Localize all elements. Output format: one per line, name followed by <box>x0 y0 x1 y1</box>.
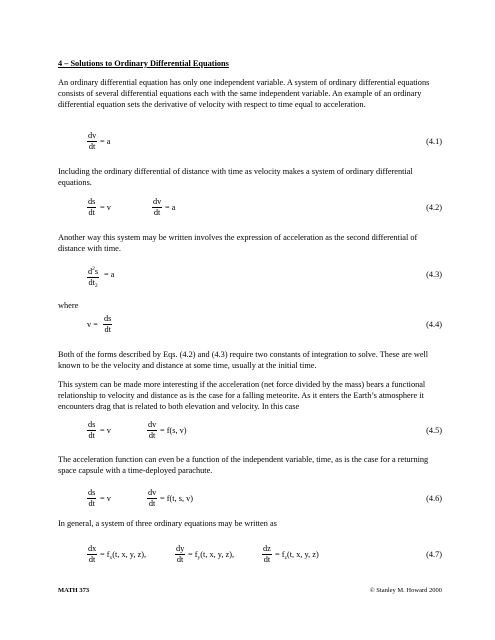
fraction <box>87 488 96 509</box>
numerator: dv <box>88 131 97 140</box>
paragraph-2: Including the ordinary differential of distance with time as velocity makes a system of ordinary differential equations. <box>58 167 413 187</box>
equation-number: (4.5) <box>426 426 442 435</box>
lhs: v = <box>87 320 98 329</box>
denominator: dt <box>153 208 161 217</box>
fraction <box>87 264 99 291</box>
paragraph-3: Another way this system may be written involves the expression of acceleration as the second differential of distance with time. <box>58 233 418 253</box>
fraction <box>262 544 272 565</box>
rhs: = f(t, s, v) <box>160 494 194 503</box>
paragraph-4: Both of the forms described by Eqs. (4.2) and (4.3) require two constants of integration to solve. These are well known to be the velocity and distance at some time, usually at the initial time. <box>58 350 429 370</box>
numerator: dy <box>176 544 185 553</box>
fraction <box>147 488 157 509</box>
rhs: = $f_z(t$, x, y, z) <box>275 550 319 561</box>
numerator-var: s <box>94 267 99 276</box>
numerator: ds <box>104 314 112 323</box>
denominator: dt <box>148 431 156 440</box>
rhs: = $f_y(t$, x, y, z), <box>188 550 235 561</box>
equation-number: (4.3) <box>426 270 442 279</box>
rhs: = v <box>100 203 111 212</box>
numerator: d <box>88 267 93 276</box>
section-heading: 4 – Solutions to Ordinary Differential Equations <box>58 59 229 68</box>
denominator: dt <box>263 555 271 564</box>
equation-number: (4.4) <box>426 320 442 329</box>
fraction <box>87 131 97 152</box>
fraction <box>87 197 96 218</box>
numerator: ds <box>88 488 96 497</box>
denominator: dt <box>88 208 95 217</box>
denominator: dt <box>88 278 95 287</box>
where-label: where <box>58 301 79 310</box>
fraction <box>103 314 112 335</box>
footer-course: MATH 373 <box>58 587 90 594</box>
denominator: dt <box>176 555 184 564</box>
numerator: dz <box>263 544 271 553</box>
rhs: = $f_x(t$, x, y, z), <box>100 550 147 561</box>
rhs: = a <box>104 270 115 279</box>
fraction <box>87 544 97 565</box>
rhs: = f(s, v) <box>160 426 187 435</box>
rhs: = v <box>100 426 111 435</box>
fraction <box>175 544 185 565</box>
equation-number: (4.6) <box>426 494 442 503</box>
numerator: dv <box>153 197 162 206</box>
denominator: dt <box>88 499 95 508</box>
denominator: dt <box>88 431 95 440</box>
paragraph-6: The acceleration function can even be a function of the independent variable, time, as is the case for a returning space capsule with a time-deployed parachute. <box>58 455 429 475</box>
paragraph-intro: An ordinary differential equation has only one independent variable. A system of ordinary differential equations consists of several differential equations each with the same independent variable. An example of an ordinary differential equation sets the derivative of velocity with respect to time equal to acceleration. <box>58 78 430 109</box>
paragraph-7: In general, a system of three ordinary equations may be written as <box>58 519 277 528</box>
numerator: dv <box>148 420 157 429</box>
denominator: dt <box>88 142 96 151</box>
denominator: dt <box>104 325 111 334</box>
numerator: ds <box>88 197 96 206</box>
equation-number: (4.1) <box>426 137 442 146</box>
rhs: = a <box>165 203 176 212</box>
fraction <box>152 197 162 218</box>
rhs: = a <box>100 137 111 146</box>
fraction <box>147 420 157 441</box>
equation-number: (4.7) <box>426 550 442 559</box>
rhs: = v <box>100 494 111 503</box>
denominator: dt <box>88 555 96 564</box>
superscript: 2 <box>92 266 95 272</box>
subscript: 2 <box>94 283 98 289</box>
denominator: dt <box>148 499 156 508</box>
equation-number: (4.2) <box>426 203 442 212</box>
fraction <box>87 420 96 441</box>
numerator: dv <box>148 488 157 497</box>
footer-copyright: © Stanley M. Howard 2000 <box>369 587 442 594</box>
paragraph-5: This system can be made more interesting if the acceleration (net force divided by the mass) bears a functional relationship to velocity and distance as is the case for a falling meteorite. As it enters the Earth’s atmosphere it encounters drag that is related to both elevation and velocity. In this case <box>58 380 426 411</box>
numerator: ds <box>88 420 96 429</box>
numerator: dx <box>88 544 97 553</box>
